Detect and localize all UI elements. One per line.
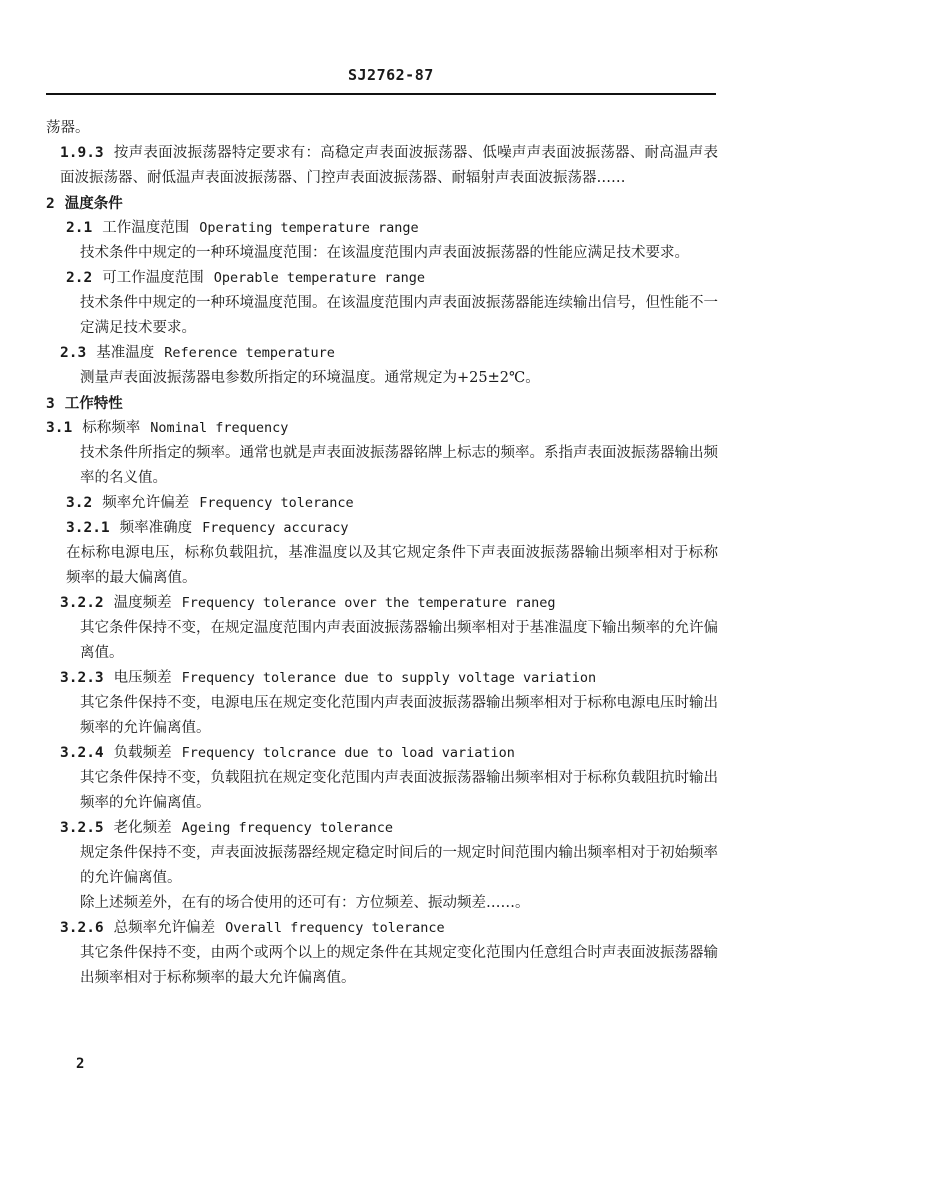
term-number: 3.2.1 [66, 520, 110, 536]
section-3-heading [46, 391, 718, 416]
term-en: Ageing frequency tolerance [181, 820, 393, 836]
term-3-1-definition: 技术条件所指定的频率。通常也就是声表面波振荡器铭牌上标志的频率。系指声表面波振荡器输出频率的名义值。 [80, 445, 718, 486]
term-number: 3.2.3 [60, 670, 104, 686]
term-cn: 负载频差 [113, 745, 172, 761]
term-en: Overall frequency tolerance [225, 920, 445, 936]
section-title: 工作特性 [64, 395, 123, 412]
page-number: 2 [76, 1056, 85, 1072]
term-cn: 老化频差 [113, 820, 172, 836]
term-3-2-3-heading [46, 666, 718, 691]
term-cn: 温度频差 [113, 595, 172, 611]
section-title: 温度条件 [64, 195, 123, 212]
term-3-2-2-definition: 其它条件保持不变，在规定温度范围内声表面波振荡器输出频率相对于基准温度下输出频率的允许偏离值。 [80, 620, 718, 661]
term-en: Frequency tolcrance due to load variation [181, 745, 515, 761]
section-number: 3 [46, 396, 55, 412]
term-en: Frequency accuracy [202, 520, 349, 536]
term-number: 2.1 [66, 220, 93, 236]
header-divider [46, 93, 716, 95]
term-number: 2.2 [66, 270, 93, 286]
term-3-2-6-heading [46, 916, 718, 941]
term-en: Nominal frequency [150, 420, 289, 436]
clause-number: 1.9.3 [60, 145, 104, 161]
term-3-2-1-definition: 在标称电源电压，标称负载阻抗，基准温度以及其它规定条件下声表面波振荡器输出频率相对于标称频率的最大偏离值。 [66, 545, 718, 586]
term-3-2-3-definition: 其它条件保持不变，电源电压在规定变化范围内声表面波振荡器输出频率相对于标称电源电压时输出频率的允许偏离值。 [80, 695, 718, 736]
term-2-3-definition: 测量声表面波振荡器电参数所指定的环境温度。通常规定为+25±2℃。 [80, 370, 540, 386]
term-en: Operating temperature range [199, 220, 419, 236]
section-2-heading [46, 191, 718, 216]
term-3-2-1-heading [46, 516, 718, 541]
term-en: Frequency tolerance due to supply voltage variation [181, 670, 597, 686]
term-cn: 电压频差 [113, 670, 172, 686]
term-2-3-heading [46, 341, 718, 366]
term-2-1-definition: 技术条件中规定的一种环境温度范围：在该温度范围内声表面波振荡器的性能应满足技术要求。 [80, 245, 689, 261]
term-en: Frequency tolerance over the temperature raneg [181, 595, 556, 611]
document-code: SJ2762-87 [348, 66, 434, 84]
document-body [46, 116, 718, 991]
term-2-2-definition: 技术条件中规定的一种环境温度范围。在该温度范围内声表面波振荡器能连续输出信号，但性能不一定满足技术要求。 [80, 295, 718, 336]
term-3-2-4-heading [46, 741, 718, 766]
term-cn: 总频率允许偏差 [113, 920, 216, 936]
term-number: 3.1 [46, 420, 73, 436]
term-number: 3.2.5 [60, 820, 104, 836]
term-en: Reference temperature [164, 345, 335, 361]
term-cn: 标称频率 [82, 420, 141, 436]
term-number: 3.2.2 [60, 595, 104, 611]
term-2-1-heading [46, 216, 718, 241]
term-2-2-heading [46, 266, 718, 291]
continued-text: 荡器。 [46, 120, 90, 136]
term-number: 3.2.4 [60, 745, 104, 761]
term-cn: 基准温度 [96, 345, 155, 361]
term-number: 2.3 [60, 345, 87, 361]
clause-text: 按声表面波振荡器特定要求有：高稳定声表面波振荡器、低噪声声表面波振荡器、耐高温声表面波振荡器、耐低温声表面波振荡器、门控声表面波振荡器、耐辐射声表面波振荡器…… [60, 145, 718, 186]
term-3-2-2-heading [46, 591, 718, 616]
clause-1-9-3 [46, 141, 718, 191]
term-3-2-heading [46, 491, 718, 516]
term-en: Frequency tolerance [199, 495, 354, 511]
term-cn: 频率准确度 [119, 520, 193, 536]
term-3-1-heading [46, 416, 718, 441]
term-en: Operable temperature range [213, 270, 426, 286]
term-number: 3.2.6 [60, 920, 104, 936]
term-3-2-5-note: 除上述频差外，在有的场合使用的还可有：方位频差、振动频差……。 [80, 895, 530, 911]
term-number: 3.2 [66, 495, 93, 511]
term-3-2-6-definition: 其它条件保持不变，由两个或两个以上的规定条件在其规定变化范围内任意组合时声表面波振荡器输出频率相对于标称频率的最大允许偏离值。 [80, 945, 718, 986]
term-cn: 频率允许偏差 [102, 495, 190, 511]
section-number: 2 [46, 196, 55, 212]
term-3-2-5-heading [46, 816, 718, 841]
term-3-2-4-definition: 其它条件保持不变，负载阻抗在规定变化范围内声表面波振荡器输出频率相对于标称负载阻抗时输出频率的允许偏离值。 [80, 770, 718, 811]
term-cn: 工作温度范围 [102, 220, 190, 236]
term-3-2-5-definition: 规定条件保持不变，声表面波振荡器经规定稳定时间后的一规定时间范围内输出频率相对于初始频率的允许偏离值。 [80, 845, 718, 886]
term-cn: 可工作温度范围 [102, 270, 204, 286]
